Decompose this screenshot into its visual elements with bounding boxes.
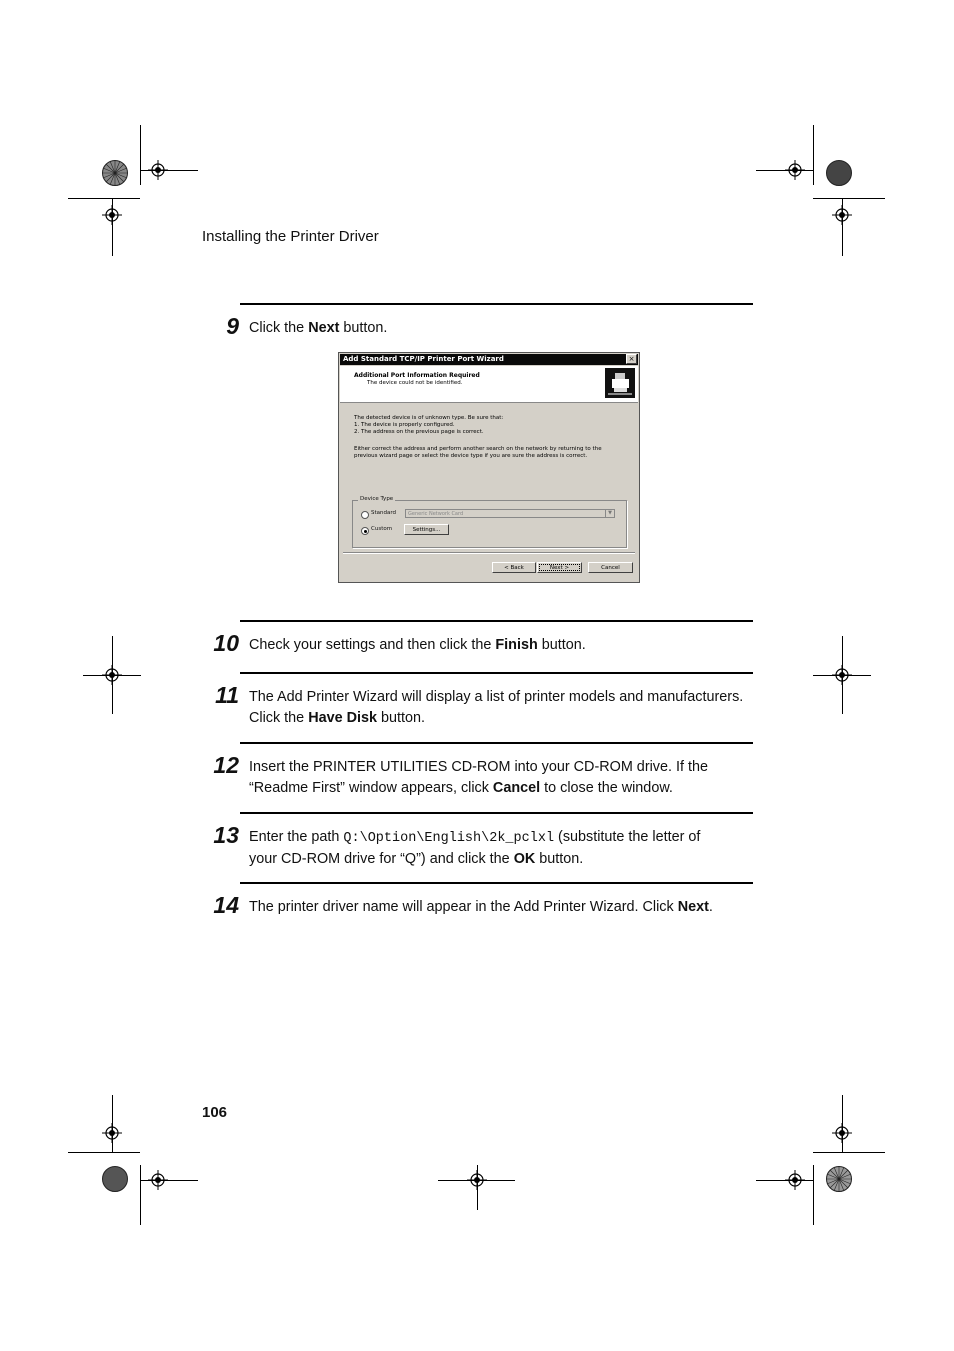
crosshair-target-icon <box>148 1170 168 1190</box>
dialog-header <box>340 366 638 403</box>
step-number: 10 <box>213 630 239 656</box>
step-text-part: to close the window. <box>540 780 673 796</box>
dialog-title-bar <box>340 354 638 365</box>
step-number: 12 <box>213 752 239 778</box>
step-text-part: (substitute the letter of <box>554 829 701 845</box>
running-head: Installing the Printer Driver <box>202 228 379 245</box>
step-divider <box>240 620 753 622</box>
crosshair-target-icon <box>467 1170 487 1190</box>
step-text-line: Insert the PRINTER UTILITIES CD-ROM into your CD-ROM drive. If the <box>249 759 708 775</box>
step-text <box>249 318 749 339</box>
step-divider <box>240 882 753 884</box>
crop-line <box>68 1152 140 1153</box>
dialog-message-line: previous wizard page or select the device type if you are sure the address is correct. <box>354 453 588 459</box>
crop-line <box>813 198 885 199</box>
dialog-message-line: 2. The address on the previous page is correct. <box>354 429 484 435</box>
device-type-select-value: Generic Network Card <box>408 511 464 517</box>
step-text-part: Click the <box>249 710 309 726</box>
settings-button[interactable]: Settings... <box>404 524 449 535</box>
custom-radio[interactable] <box>361 527 369 535</box>
next-button[interactable]: Next > <box>537 562 582 573</box>
crosshair-target-icon <box>785 160 805 180</box>
crosshair-target-icon <box>148 160 168 180</box>
step-emphasis: Finish <box>495 637 538 653</box>
step-text <box>249 827 749 870</box>
step-text-line <box>249 778 749 799</box>
step-emphasis: Cancel <box>492 780 541 796</box>
step-number: 13 <box>213 822 239 848</box>
crosshair-target-icon <box>102 665 122 685</box>
dialog-header-title: Additional Port Information Required <box>354 372 480 379</box>
step-text <box>249 897 749 918</box>
wizard-dialog-screenshot <box>338 352 640 583</box>
printer-network-icon <box>605 368 635 398</box>
step-text <box>249 687 749 729</box>
step-text-part: button. <box>535 851 584 867</box>
step-text-part: button. <box>377 710 426 726</box>
starburst-disc-icon <box>102 160 128 186</box>
dialog-message-line: The detected device is of unknown type. Be sure that: <box>354 415 504 421</box>
cancel-button[interactable]: Cancel <box>588 562 633 573</box>
step-text-part: button. <box>537 637 586 653</box>
dialog-title: Add Standard TCP/IP Printer Port Wizard <box>343 355 504 363</box>
device-type-select[interactable] <box>405 509 615 518</box>
back-button[interactable]: < Back <box>492 562 536 573</box>
page-number: 106 <box>202 1104 228 1121</box>
step-emphasis: Next <box>308 320 340 336</box>
crosshair-target-icon <box>832 205 852 225</box>
step-number: 14 <box>213 892 239 918</box>
gray-disc-icon <box>102 1166 128 1192</box>
dialog-message-line: Either correct the address and perform another search on the network by returning to the <box>354 446 602 452</box>
gray-disc-icon <box>826 160 852 186</box>
cd-rom-path: Q:\Option\English\2k_pclxl <box>343 831 555 846</box>
step-divider <box>240 742 753 744</box>
step-emphasis: Have Disk <box>308 710 377 726</box>
step-text <box>249 635 749 656</box>
step-text-part: The printer driver name will appear in the Add Printer Wizard. Click <box>249 899 678 915</box>
step-text-line <box>249 849 749 870</box>
standard-radio[interactable] <box>361 511 369 519</box>
crop-line <box>813 125 814 185</box>
dialog-separator <box>343 552 635 554</box>
dialog-header-subtitle: The device could not be identified. <box>367 380 463 386</box>
crosshair-target-icon <box>102 1123 122 1143</box>
close-icon[interactable]: × <box>626 354 637 364</box>
crop-line <box>68 198 140 199</box>
step-text-part: your CD-ROM drive for “Q”) and click the <box>249 851 514 867</box>
step-emphasis: Next <box>677 899 709 915</box>
device-type-group <box>352 496 627 548</box>
dialog-message <box>354 446 602 460</box>
step-text-part: Enter the path <box>249 829 344 845</box>
standard-radio-label: Standard <box>371 510 397 516</box>
step-text-line <box>249 708 749 729</box>
crosshair-target-icon <box>102 205 122 225</box>
step-divider <box>240 812 753 814</box>
crop-line <box>813 1165 814 1225</box>
step-number: 9 <box>226 313 239 339</box>
step-text-part: Check your settings and then click the <box>249 637 496 653</box>
crop-line <box>140 1165 141 1225</box>
step-emphasis: OK <box>513 851 536 867</box>
step-text-line <box>249 827 749 849</box>
step-text-part: . <box>708 899 713 915</box>
step-divider <box>240 303 753 305</box>
chevron-down-icon[interactable]: ▼ <box>605 510 614 517</box>
step-text <box>249 757 749 799</box>
step-text-line: The Add Printer Wizard will display a list of printer models and manufacturers. <box>249 689 744 705</box>
dialog-message-line: 1. The device is properly configured. <box>354 422 455 428</box>
starburst-disc-icon <box>826 1166 852 1192</box>
device-type-label: Device Type <box>360 496 394 502</box>
step-text-part: Click the <box>249 320 309 336</box>
custom-radio-label: Custom <box>371 526 393 532</box>
dialog-message <box>354 415 503 436</box>
step-divider <box>240 672 753 674</box>
crop-line <box>813 1152 885 1153</box>
radio-selected-dot <box>364 530 367 533</box>
crosshair-target-icon <box>785 1170 805 1190</box>
crosshair-target-icon <box>832 1123 852 1143</box>
step-text-part: button. <box>339 320 388 336</box>
step-number: 11 <box>215 682 239 708</box>
crop-line <box>140 125 141 185</box>
crosshair-target-icon <box>832 665 852 685</box>
step-text-part: “Readme First” window appears, click <box>249 780 493 796</box>
